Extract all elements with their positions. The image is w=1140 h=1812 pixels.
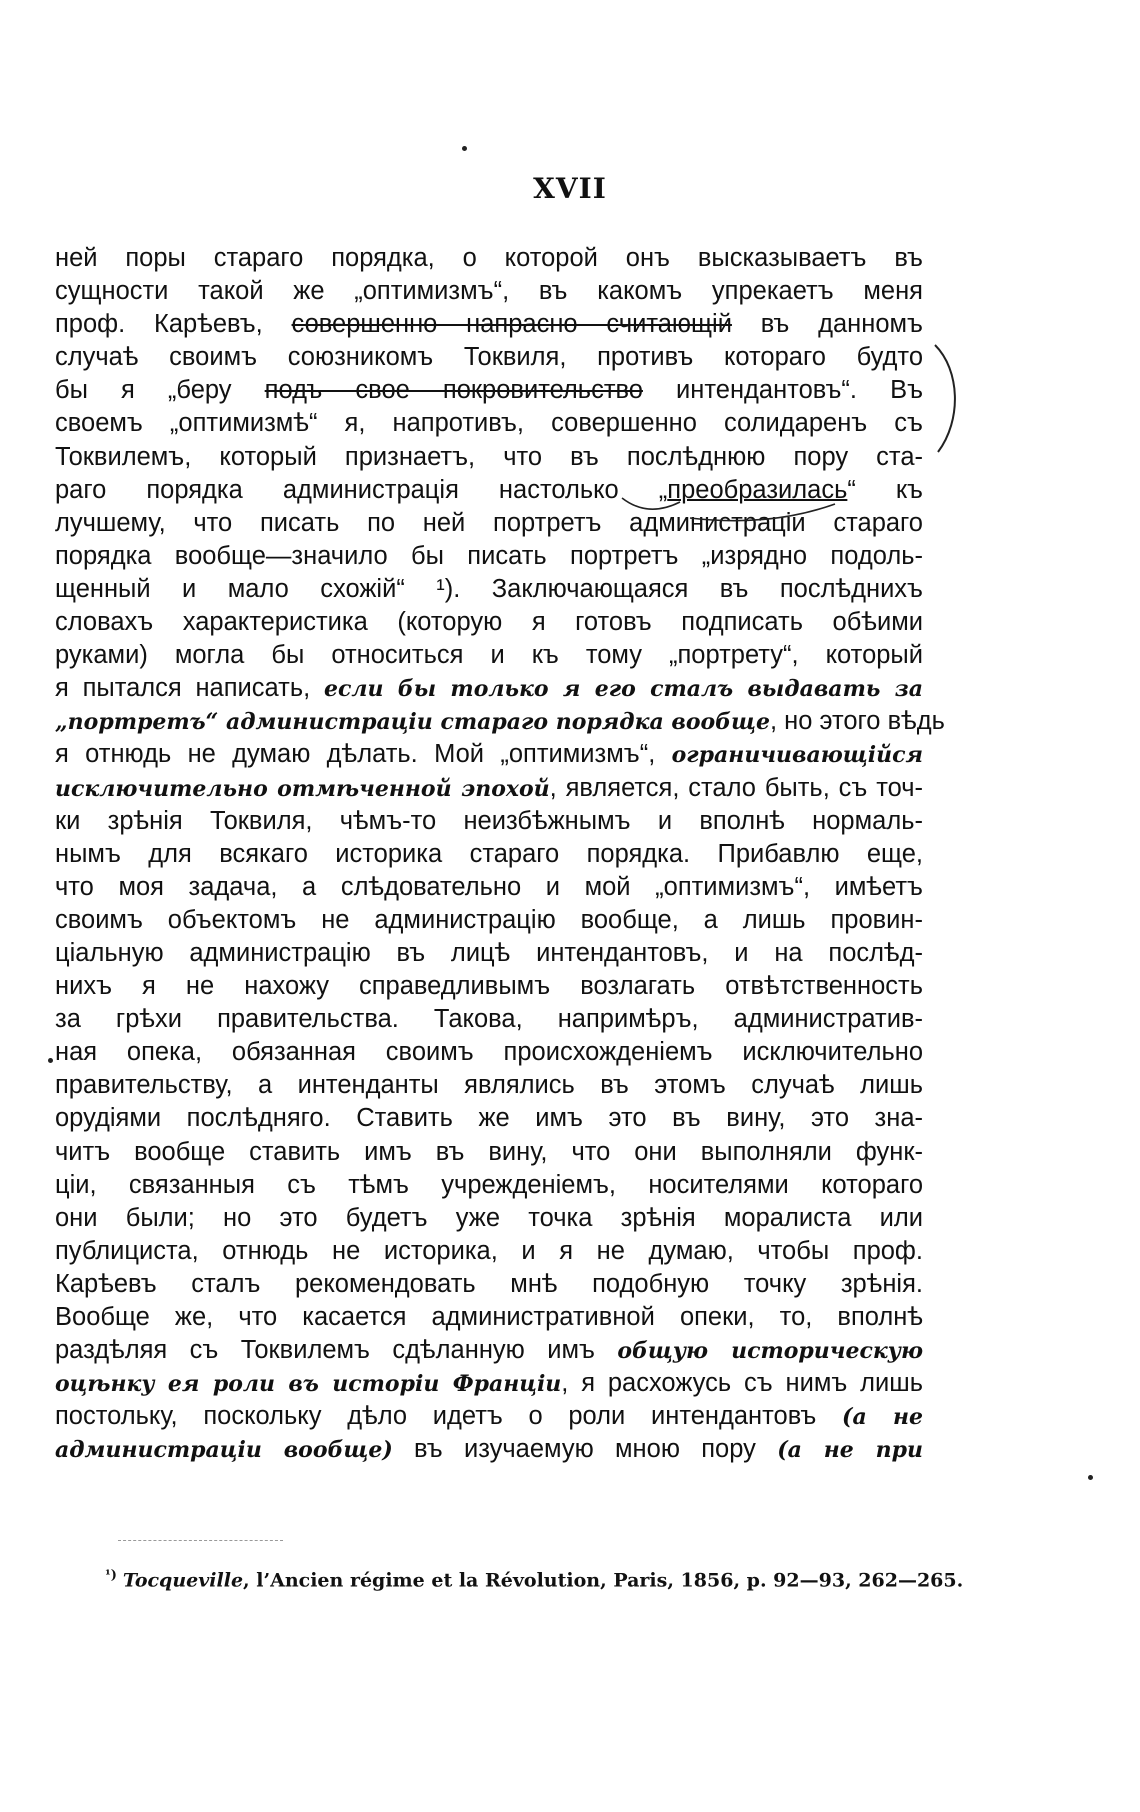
text-line xyxy=(55,1003,923,1036)
text-run: Карѣевъ сталъ рекомендовать мнѣ подобную точку зрѣнія. xyxy=(55,1269,923,1298)
italic-text: „портретъ“ администраціи стараго порядка вообще xyxy=(55,709,771,736)
text-run: постольку, поскольку дѣло идетъ о роли интендантовъ xyxy=(55,1402,843,1431)
text-run: въ изучаемую мною пору xyxy=(392,1435,778,1464)
text-line xyxy=(55,341,923,374)
text-line xyxy=(55,407,923,440)
italic-text: общую историческую xyxy=(617,1338,923,1365)
text-line xyxy=(55,308,923,341)
italic-text: (а не xyxy=(842,1404,923,1431)
page-number: XVII xyxy=(533,172,607,205)
text-line xyxy=(55,871,923,904)
text-run: что моя задача, а слѣдовательно и мой „оптимизмъ“, имѣетъ xyxy=(55,872,923,901)
text-run: “ къ xyxy=(847,475,923,504)
text-line xyxy=(55,1301,923,1334)
margin-speck xyxy=(462,146,467,151)
text-line xyxy=(55,1069,923,1102)
text-line xyxy=(55,242,923,275)
text-line xyxy=(55,540,923,573)
text-line xyxy=(55,639,923,672)
text-run: бы я „беру xyxy=(55,376,265,405)
footnote-marker: ¹) xyxy=(105,1568,117,1583)
italic-text: если бы только я его сталъ выдавать за xyxy=(323,676,923,703)
margin-bracket-mark xyxy=(930,340,970,460)
italic-text: оцѣнку ея роли въ исторіи Франціи xyxy=(55,1371,562,1398)
text-run: за грѣхи правительства. Такова, напримѣръ, административ- xyxy=(55,1005,923,1034)
text-line xyxy=(55,1036,923,1069)
text-run: они были; но это будетъ уже точка зрѣнія моралиста или xyxy=(55,1203,923,1232)
text-run: , но этого вѣдь xyxy=(770,707,945,736)
text-line xyxy=(55,606,923,639)
text-run: , является, стало быть, съ точ- xyxy=(549,773,923,802)
text-line xyxy=(55,1334,923,1367)
text-line xyxy=(55,275,923,308)
text-line xyxy=(55,374,923,407)
footnote-separator xyxy=(118,1540,283,1541)
text-run: публициста, отнюдь не историка, и я не думаю, чтобы проф. xyxy=(55,1236,923,1265)
text-run: лучшему, что писать по ней портретъ администраціи стараго xyxy=(55,508,923,537)
text-run: преобразилась xyxy=(667,475,848,504)
text-line xyxy=(55,937,923,970)
text-line xyxy=(55,1367,923,1400)
text-line xyxy=(55,772,923,805)
text-line xyxy=(55,838,923,871)
text-line xyxy=(55,441,923,474)
text-run: я пытался написать, xyxy=(55,674,324,703)
italic-text: администраціи вообще) xyxy=(55,1437,393,1464)
text-run: интендантовъ“. Въ xyxy=(642,376,924,405)
italic-text: (а не при xyxy=(777,1437,924,1464)
text-run: раго порядка администрація настолько „ xyxy=(55,475,668,504)
footnote-citation: , l’Ancien régime et la Révolution, Paris, 1856, p. 92—93, 262—265. xyxy=(243,1569,964,1592)
text-run: щенный и мало схожій“ ¹). Заключающаяся въ послѣднихъ xyxy=(55,574,923,603)
text-run: ціи, связанныя съ тѣмъ учрежденіемъ, носителями котораго xyxy=(55,1170,923,1199)
text-run: Токвилемъ, который признаетъ, что въ послѣднюю пору ста- xyxy=(55,442,923,471)
text-run: своемъ „оптимизмѣ“ я, напротивъ, совершенно солидаренъ съ xyxy=(55,409,923,438)
text-run: проф. Карѣевъ, xyxy=(55,310,292,339)
text-run: орудіями послѣдняго. Ставить же имъ это въ вину, это зна- xyxy=(55,1104,923,1133)
text-line xyxy=(55,1235,923,1268)
text-run: своимъ объектомъ не администрацію вообще, а лишь провин- xyxy=(55,905,923,934)
body-text xyxy=(55,242,945,1466)
text-run: Вообще же, что касается административной опеки, то, вполнѣ xyxy=(55,1303,923,1331)
text-line xyxy=(55,970,923,1003)
text-run: ціальную администрацію въ лицѣ интендантовъ, и на послѣд- xyxy=(55,938,923,967)
footnote-author: Tocqueville xyxy=(122,1569,244,1592)
text-line xyxy=(55,1202,923,1235)
text-line xyxy=(55,1268,923,1301)
footnote xyxy=(105,1568,964,1592)
text-line xyxy=(55,1136,923,1169)
text-run: порядка вообще—значило бы писать портретъ „изрядно подоль- xyxy=(55,541,923,570)
text-line xyxy=(55,1102,923,1135)
text-run: читъ вообще ставить имъ въ вину, что они выполняли функ- xyxy=(55,1137,923,1166)
text-run: словахъ характеристика (которую я готовъ подписать обѣими xyxy=(55,608,923,637)
text-run: нихъ я не нахожу справедливымъ возлагать отвѣтственность xyxy=(55,972,923,1001)
margin-tick-mark xyxy=(620,490,840,530)
text-line xyxy=(55,1400,923,1433)
text-line xyxy=(55,805,923,838)
italic-text: ограничивающійся xyxy=(671,742,923,769)
text-run: нымъ для всякаго историка стараго порядка. Прибавлю еще, xyxy=(55,839,923,868)
text-line xyxy=(55,904,923,937)
text-run: сущности такой же „оптимизмъ“, въ какомъ упрекаетъ меня xyxy=(55,277,923,306)
text-line xyxy=(55,573,923,606)
text-run: ная опека, обязанная своимъ происхожденіемъ исключительно xyxy=(55,1038,923,1067)
text-run: я отнюдь не думаю дѣлать. Мой „оптимизмъ“, xyxy=(55,740,672,769)
italic-text: исключительно отмѣченной эпохой xyxy=(55,775,550,802)
text-run: въ данномъ xyxy=(731,310,923,339)
text-run: ней поры стараго порядка, о которой онъ высказываетъ въ xyxy=(55,244,923,272)
text-line xyxy=(55,672,923,705)
text-line xyxy=(55,705,945,738)
text-line xyxy=(55,738,923,771)
text-line xyxy=(55,1169,923,1202)
text-run: руками) могла бы относиться и къ тому „портрету“, который xyxy=(55,641,923,670)
text-run: правительству, а интенданты являлись въ этомъ случаѣ лишь xyxy=(55,1071,923,1100)
margin-speck xyxy=(48,1058,53,1063)
margin-speck xyxy=(1088,1475,1093,1480)
text-run: раздѣляя съ Токвилемъ сдѣланную имъ xyxy=(55,1336,618,1365)
text-line xyxy=(55,1433,923,1466)
text-run: подъ свое покровительство xyxy=(264,376,643,405)
text-run: ки зрѣнія Токвиля, чѣмъ-то неизбѣжнымъ и вполнѣ нормаль- xyxy=(55,806,923,835)
text-run: случаѣ своимъ союзникомъ Токвиля, противъ котораго будто xyxy=(55,343,923,372)
text-run: совершенно напрасно считающій xyxy=(291,310,732,339)
text-run: , я расхожусь съ нимъ лишь xyxy=(561,1369,923,1398)
